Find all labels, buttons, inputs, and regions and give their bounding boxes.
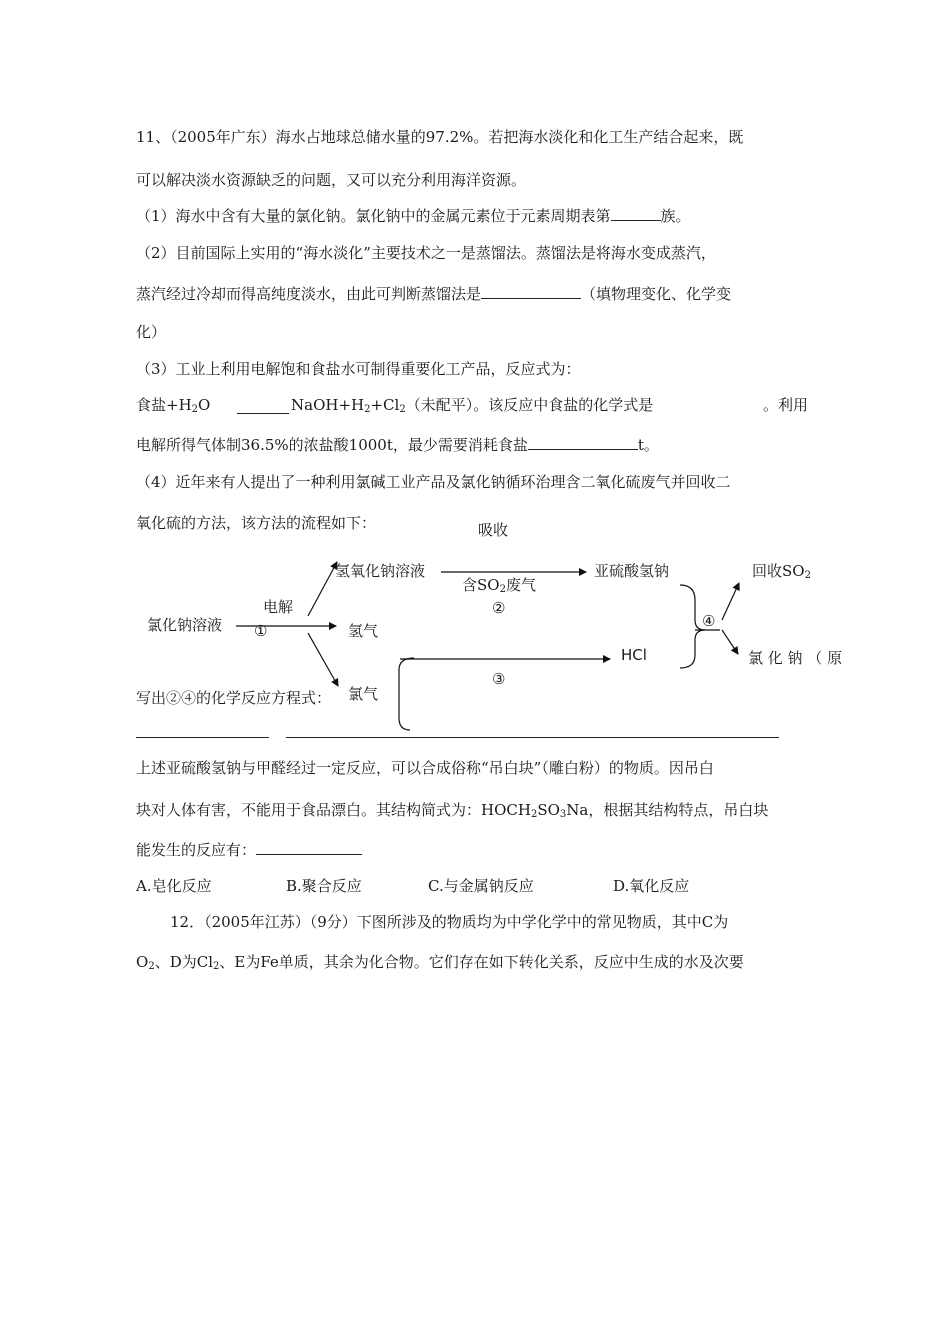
q11-part2-hint: （填物理变化、化学变: [581, 285, 732, 303]
equation-tail: 。利用: [763, 396, 809, 414]
q11-line-2: 可以解决淡水资源缺乏的问题，又可以充分利用海洋资源。: [136, 171, 527, 189]
label-waste-gas: 含$SO_2$废气: [462, 576, 536, 595]
option-b[interactable]: B.聚合反应: [286, 877, 362, 895]
node-nahso3: 亚硫酸氢钠: [594, 562, 670, 580]
q11-line-1: 11、（2005年广东）海水占地球总储水量的97.2%。若把海水淡化和化工生产结合起来，既: [136, 128, 744, 146]
q11-part1-text: （1）海水中含有大量的氯化钠。氯化钠中的金属元素位于元素周期表第: [136, 207, 611, 225]
node-chlorine: 氯气: [348, 685, 379, 703]
arrow-to-naoh: [308, 562, 337, 616]
q12-line-2: $O_2$、D为$Cl_2$、E为Fe单质，其余为化合物。它们存在如下转化关系，反应中生成的水及次要: [136, 953, 744, 972]
answer-blank-5[interactable]: [256, 840, 362, 855]
node-naoh-solution: 氢氧化钠溶液: [335, 562, 426, 580]
option-d[interactable]: D.氧化反应: [613, 877, 690, 895]
answer-line-equation-2[interactable]: [136, 737, 269, 738]
equation-right: $NaOH+H_2+Cl_2$（未配平）。该反应中食盐的化学式是: [291, 396, 654, 415]
label-step4: ④: [702, 612, 716, 630]
q11-part3-line1: （3）工业上利用电解饱和食盐水可制得重要化工产品，反应式为：: [136, 360, 581, 378]
q11-part3-text: 电解所得气体制36.5%的浓盐酸1000t，最少需要消耗食盐: [136, 436, 528, 454]
q11-part2-line1: （2）目前国际上实用的“海水淡化”主要技术之一是蒸馏法。蒸馏法是将海水变成蒸汽，: [136, 244, 716, 262]
q11-part5-line3: [136, 840, 362, 860]
node-nacl-solution: 氯化钠溶液: [147, 616, 223, 634]
gas-bracket: [399, 658, 414, 730]
node-hydrogen: 氢气: [348, 622, 379, 640]
q11-part1-end: 族。: [660, 207, 691, 225]
q11-part2-text: 蒸汽经过冷却而得高纯度淡水，由此可判断蒸馏法是: [136, 285, 482, 303]
arrow-to-recover: [722, 583, 739, 620]
node-hcl: HCl: [621, 646, 647, 664]
q12-line-1: 12．（2005年江苏）（9分）下图所涉及的物质均为中学化学中的常见物质，其中C为: [170, 913, 729, 931]
label-step1: ①: [254, 622, 268, 640]
label-step3: ③: [492, 670, 506, 688]
node-recover-so2: 回收$SO_2$: [752, 562, 811, 581]
arrow-to-chlorine: [308, 633, 338, 686]
q11-part4-line2: 氧化硫的方法，该方法的流程如下：: [136, 514, 377, 532]
q11-part3-end: t。: [637, 436, 659, 454]
write-equations-prompt: 写出②④的化学反应方程式：: [136, 689, 332, 707]
q11-part4-line1: （4）近年来有人提出了一种利用氯碱工业产品及氯化钠循环治理含二氧化硫废气并回收二: [136, 473, 731, 491]
arrow-to-nacl-back: [722, 630, 738, 654]
label-step2: ②: [492, 599, 506, 617]
q11-part5-line2: 块对人体有害，不能用于食品漂白。其结构简式为：$HOCH_2SO_3Na$，根据其结构特点，吊白块: [136, 801, 769, 820]
node-nacl-recycled: 氯 化 钠 （ 原: [748, 649, 843, 667]
answer-line-equation-4[interactable]: [286, 737, 779, 738]
q11-part5-line1: 上述亚硫酸氢钠与甲醛经过一定反应，可以合成俗称“吊白块”（雕白粉）的物质。因吊白: [136, 759, 714, 777]
label-absorb: 吸收: [478, 521, 509, 539]
equation-left: 食盐$+H_2O$: [136, 396, 211, 415]
q11-part2-line3: 化）: [136, 323, 167, 341]
option-a[interactable]: A.皂化反应: [136, 877, 212, 895]
q11-part5-text: 能发生的反应有：: [136, 841, 257, 859]
label-electrolysis: 电解: [263, 598, 294, 616]
option-c[interactable]: C.与金属钠反应: [428, 877, 534, 895]
